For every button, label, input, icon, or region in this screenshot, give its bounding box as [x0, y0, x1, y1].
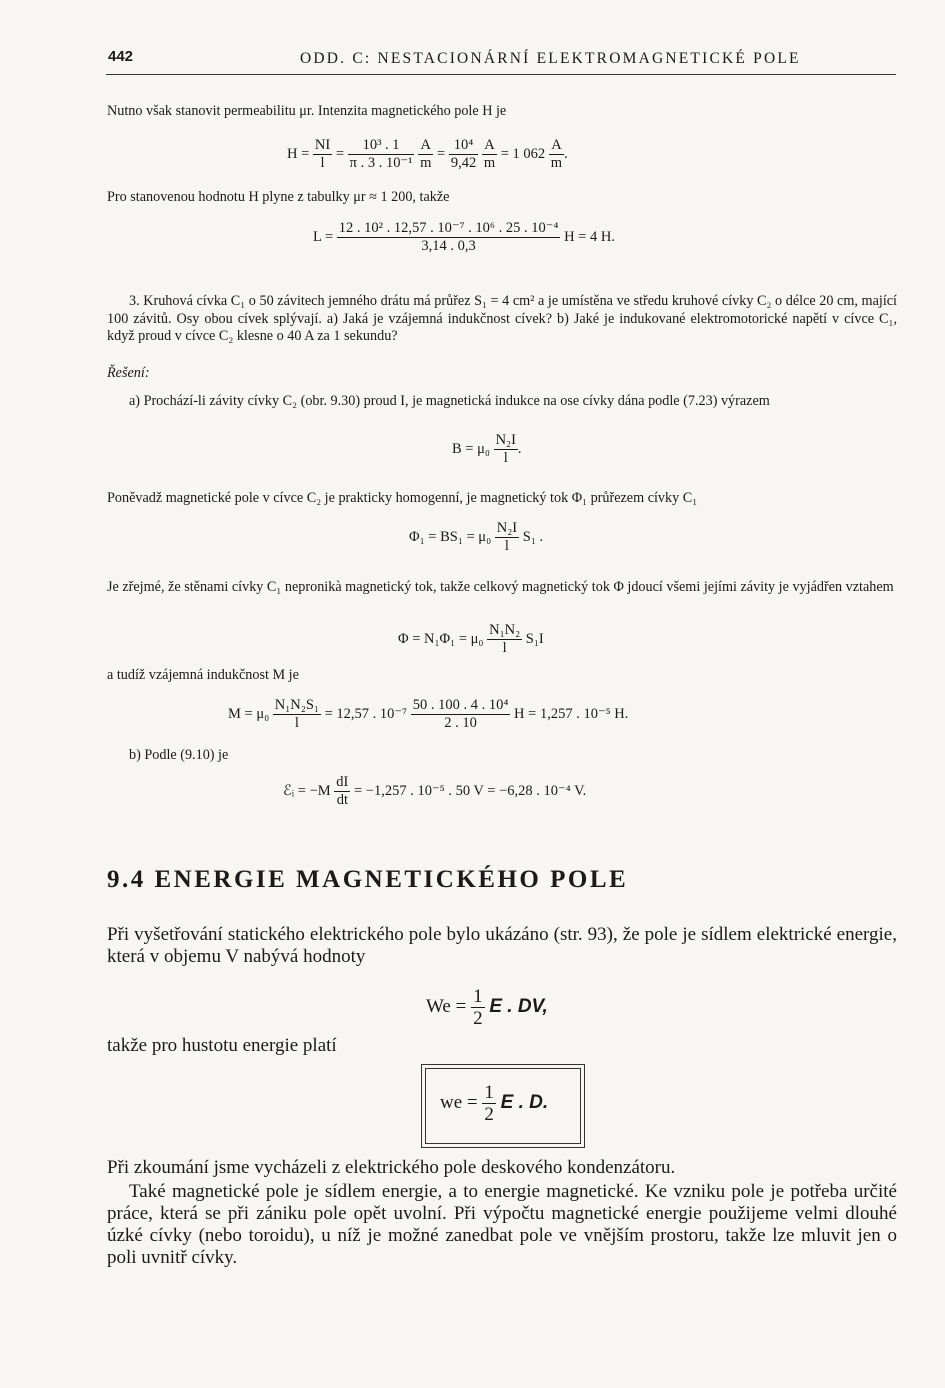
equation-m: M = μ₀ $\frac{\text{N₁N₂S₁}}{l}$ = 12,57 . 10⁻⁷ $\frac{\text{50 . 100 . 4 . 10⁴}}{2 . 10}$ H = 1,257 . 10⁻⁵ H.: [228, 697, 629, 731]
section-title: 9.4 ENERGIE MAGNETICKÉHO POLE: [107, 866, 629, 893]
eq8-rhs: E . DV,: [489, 995, 548, 1017]
eq4-frac: $\frac{\text{N₂I}}{l}$: [496, 520, 518, 554]
eq7-frac: $\frac{dI}{dt}$: [336, 774, 349, 808]
equation-l: [313, 220, 615, 255]
eq3-lhs: B = μ₀: [452, 440, 490, 457]
equation-phi1: Φ₁ = BS₁ = μ₀ $\frac{\text{N₂I}}{l}$ S₁ .: [409, 520, 544, 554]
paragraph-flux: Poněvadž magnetické pole v cívce C₂ je prakticky homogenní, je magnetický tok Φ₁ průřezem cívky C₁: [107, 490, 698, 506]
equation-emf: ℰᵢ = −M $\frac{dI}{dt}$ = −1,257 . 10⁻⁵ . 50 V = −6,28 . 10⁻⁴ V.: [283, 774, 587, 808]
equation-b: B = μ₀ $\frac{\text{N₂I}}{l}$ .: [452, 432, 522, 466]
equation-phi: Φ = N₁Φ₁ = μ₀ $\frac{\text{N₁N₂}}{l}$ S₁I: [398, 622, 544, 656]
eq2-frac: $\frac{\text{12 . 10² . 12,57 . 10⁻⁷ . 10⁶ . 25 . 10⁻⁴}}{3,14 . 0,3}$: [338, 220, 559, 254]
paragraph-part-b: b) Podle (9.10) je: [129, 747, 229, 763]
eq1-frac-unit-2: $\frac{A}{m}$: [483, 137, 496, 171]
running-title: ODD. C: NESTACIONÁRNÍ ELEKTROMAGNETICKÉ POLE: [300, 50, 801, 67]
paragraph-table: Pro stanovenou hodnotu H plyne z tabulky μr ≈ 1 200, takže: [107, 189, 450, 205]
eq8-frac: $\frac{1}{2}$: [473, 986, 483, 1029]
header-rule: [106, 74, 896, 75]
eq1-result: = 1 062: [500, 145, 546, 162]
eq4-lhs: Φ₁ = BS₁ = μ₀: [409, 528, 492, 545]
eq8-lhs: We =: [426, 995, 467, 1017]
paragraph-density: takže pro hustotu energie platí: [107, 1035, 337, 1056]
equation-we-total: [426, 986, 548, 1029]
eq7-lhs: ℰᵢ = −M: [283, 782, 331, 799]
solution-label: Řešení:: [107, 365, 150, 381]
eq9-rhs: E . D.: [500, 1091, 549, 1113]
page-number: 442: [108, 48, 134, 65]
eq1-frac-numeric-2: $\frac{\text{10⁴}}{9,42}$: [450, 137, 477, 171]
equation-we-density: [440, 1082, 548, 1125]
eq6-frac-2: $\frac{\text{50 . 100 . 4 . 10⁴}}{2 . 10}$: [412, 697, 509, 731]
eq1-lhs: H =: [287, 145, 310, 162]
eq2-lhs: L =: [313, 228, 334, 245]
paragraph-electric-energy: Při vyšetřování statického elektrického pole bylo ukázáno (str. 93), že pole je sídlem elektrické energie, která v objemu V nabývá hodnoty: [107, 924, 897, 967]
paragraph-total-flux: Je zřejmé, že stěnami cívky C₁ nepronikà magnetický tok, takže celkový magnetický tok Φ jdoucí všemi jejími závity je vyjádřen vztahem: [107, 579, 894, 595]
eq1-frac-ni-l: $\frac{NI}{l}$: [314, 137, 331, 171]
paragraph-magnetic-energy: Také magnetické pole je sídlem energie, a to energie magnetické. Ke vzniku pole je potřeba určité práce, která se při zániku pole opět uvolní. Při výpočtu magnetické energie použijeme velmi dlouhé úzké cívky (nebo toroidu), u níž je možné zanedbat pole ve vnějším prostoru, takže lze mluvit jen o poli uvnitř cívky.: [107, 1181, 897, 1268]
eq5-lhs: Φ = N₁Φ₁ = μ₀: [398, 630, 484, 647]
eq1-frac-numeric: $\frac{\text{10³ . 1}}{\text{π . 3 . 10⁻¹}}$: [349, 137, 413, 171]
eq9-frac: $\frac{1}{2}$: [484, 1082, 494, 1125]
paragraph-part-a: a) Prochází-li závity cívky C₂ (obr. 9.30) proud I, je magnetická indukce na ose cívky dána podle (7.23) výrazem: [129, 393, 770, 409]
eq6-lhs: M = μ₀: [228, 705, 270, 722]
paragraph-mutual: a tudíž vzájemná indukčnost M je: [107, 667, 299, 683]
problem-3: 3. Kruhová cívka C₁ o 50 závitech jemného drátu má průřez S₁ = 4 cm² a je umístěna ve středu kruhové cívky C₂ o délce 20 cm, mající 100 závitů. Osy obou cívek splývají. a) Jaká je vzájemná indukčnost cívek? b) Jaké je indukované elektromotorické napětí v cívce C₁, když proud v cívce C₂ klesne o 40 A za 1 sekundu?: [107, 293, 897, 344]
eq1-frac-unit-1: $\frac{A}{m}$: [420, 137, 432, 171]
eq5-frac: $\frac{\text{N₁N₂}}{l}$: [489, 622, 521, 656]
eq9-lhs: we =: [440, 1091, 478, 1113]
eq2-rhs: H = 4 H.: [564, 228, 615, 245]
equation-h: H = $\frac{NI}{l}$ = $\frac{\text{10³ . 1}}{\text{π . 3 . 10⁻¹}}$ $\frac{A}{m}$ = $\frac{\text{10⁴}}{9,42}$ $\frac{A}{m}$ = 1 062 $\frac{A}{m}$ .: [287, 137, 568, 171]
eq3-frac: $\frac{\text{N₂I}}{l}$: [495, 432, 516, 466]
paragraph-permeability: Nutno však stanovit permeabilitu μr. Intenzita magnetického pole H je: [107, 103, 507, 119]
eq6-frac-1: $\frac{\text{N₁N₂S₁}}{l}$: [274, 697, 319, 731]
paragraph-capacitor: Při zkoumání jsme vycházeli z elektrického pole deskového kondenzátoru.: [107, 1157, 676, 1178]
eq1-frac-unit-3: $\frac{A}{m}$: [550, 137, 563, 171]
